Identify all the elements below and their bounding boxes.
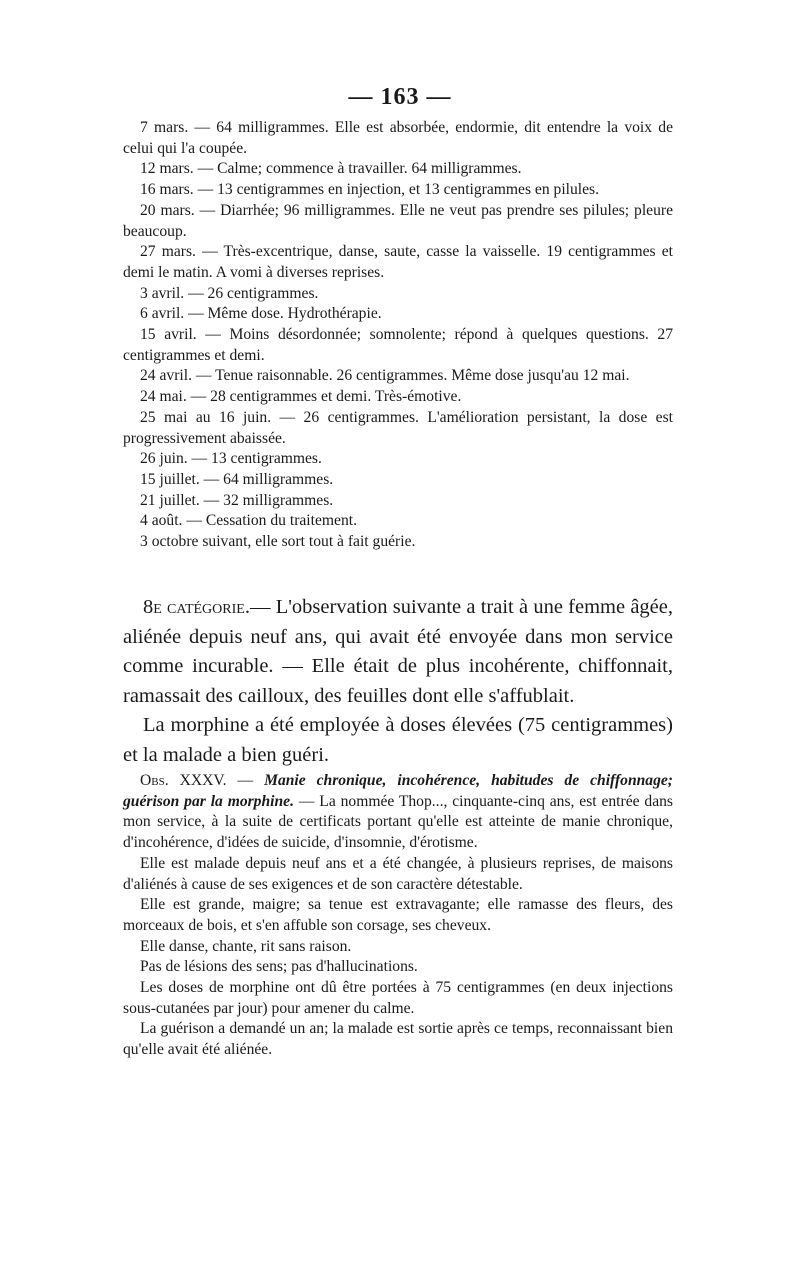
observation-paragraph: Elle danse, chante, rit sans raison. (140, 937, 352, 955)
category-text: — L'observation suivante a trait à une femme âgée, aliénée depuis neuf ans, qui avait été envoyée dans mon service comme incurable. — Elle était de plus incohérente, chiffonnait, ramassait des cailloux, des feuilles dont elle s'affublait. (123, 596, 673, 707)
diary-entry: 3 octobre suivant, elle sort tout à fait guérie. (140, 533, 416, 551)
diary-entry: 4 août. — Cessation du traitement. (140, 512, 357, 530)
diary-entry: 27 mars. — Très-excentrique, danse, saute, casse la vaisselle. 19 centigrammes et demi le matin. A vomi à diverses reprises. (123, 243, 673, 281)
observation-intro (123, 771, 673, 854)
diary-entry: 24 mai. — 28 centigrammes et demi. Très-émotive. (140, 388, 462, 406)
category-paragraph (123, 593, 673, 711)
category-heading: 8e catégorie. (143, 596, 250, 618)
diary-entry: 21 juillet. — 32 milligrammes. (140, 491, 334, 509)
category-paragraph-2: La morphine a été employée à doses élevées (75 centigrammes) et la malade a bien guéri. (123, 714, 673, 766)
diary-entry: 15 juillet. — 64 milligrammes. (140, 470, 334, 488)
category-section (123, 593, 673, 770)
diary-entry: 3 avril. — 26 centigrammes. (140, 284, 319, 302)
diary-entry: 24 avril. — Tenue raisonnable. 26 centigrammes. Même dose jusqu'au 12 mai. (140, 367, 630, 385)
page-number: — 163 — (348, 84, 452, 110)
observation-paragraph: Les doses de morphine ont dû être portées à 75 centigrammes (en deux injections sous-cutanées par jour) pour amener du calme. (123, 979, 673, 1017)
diary-entry: 16 mars. — 13 centigrammes en injection, et 13 centigrammes en pilules. (140, 181, 600, 199)
observation-title: Manie chronique, incohérence, habitudes de chiffonnage; guérison par la morphine. (123, 772, 674, 810)
observation-label: Obs. XXXV. (140, 772, 227, 789)
diary-entry: 12 mars. — Calme; commence à travailler. 64 milligrammes. (140, 160, 522, 178)
treatment-diary (123, 118, 673, 553)
observation-section (123, 771, 673, 1061)
observation-paragraph: Elle est grande, maigre; sa tenue est extravagante; elle ramasse des fleurs, des morceaux de bois, et s'en affuble son corsage, ses cheveux. (123, 896, 673, 934)
observation-paragraph: La guérison a demandé un an; la malade est sortie après ce temps, reconnaissant bien qu'elle avait été aliénée. (123, 1020, 673, 1059)
observation-paragraph: Elle est malade depuis neuf ans et a été changée, à plusieurs reprises, de maisons d'aliénés à cause de ses exigences et de son caractère détestable. (123, 854, 673, 893)
observation-paragraph: Pas de lésions des sens; pas d'hallucinations. (140, 958, 418, 976)
diary-entry: 20 mars. — Diarrhée; 96 milligrammes. Elle ne veut pas prendre ses pilules; pleure beaucoup. (123, 201, 673, 240)
diary-entry: 15 avril. — Moins désordonnée; somnolente; répond à quelques questions. 27 centigrammes et demi. (123, 326, 673, 364)
diary-entry: 7 mars. — 64 milligrammes. Elle est absorbée, endormie, dit entendre la voix de celui qui l'a coupée. (123, 119, 673, 157)
observation-intro-text: — La nommée Thop..., cinquante-cinq ans, est entrée dans mon service, à la suite de certificats portant qu'elle est atteinte de manie chronique, d'incohérence, d'idées de suicide, d'insomnie, d'érotisme. (123, 792, 673, 852)
diary-entry: 26 juin. — 13 centigrammes. (140, 450, 322, 468)
observation-dash: — (226, 772, 265, 789)
diary-entry: 25 mai au 16 juin. — 26 centigrammes. L'amélioration persistant, la dose est progressivement abaissée. (123, 408, 673, 447)
diary-entry: 6 avril. — Même dose. Hydrothérapie. (140, 305, 382, 323)
